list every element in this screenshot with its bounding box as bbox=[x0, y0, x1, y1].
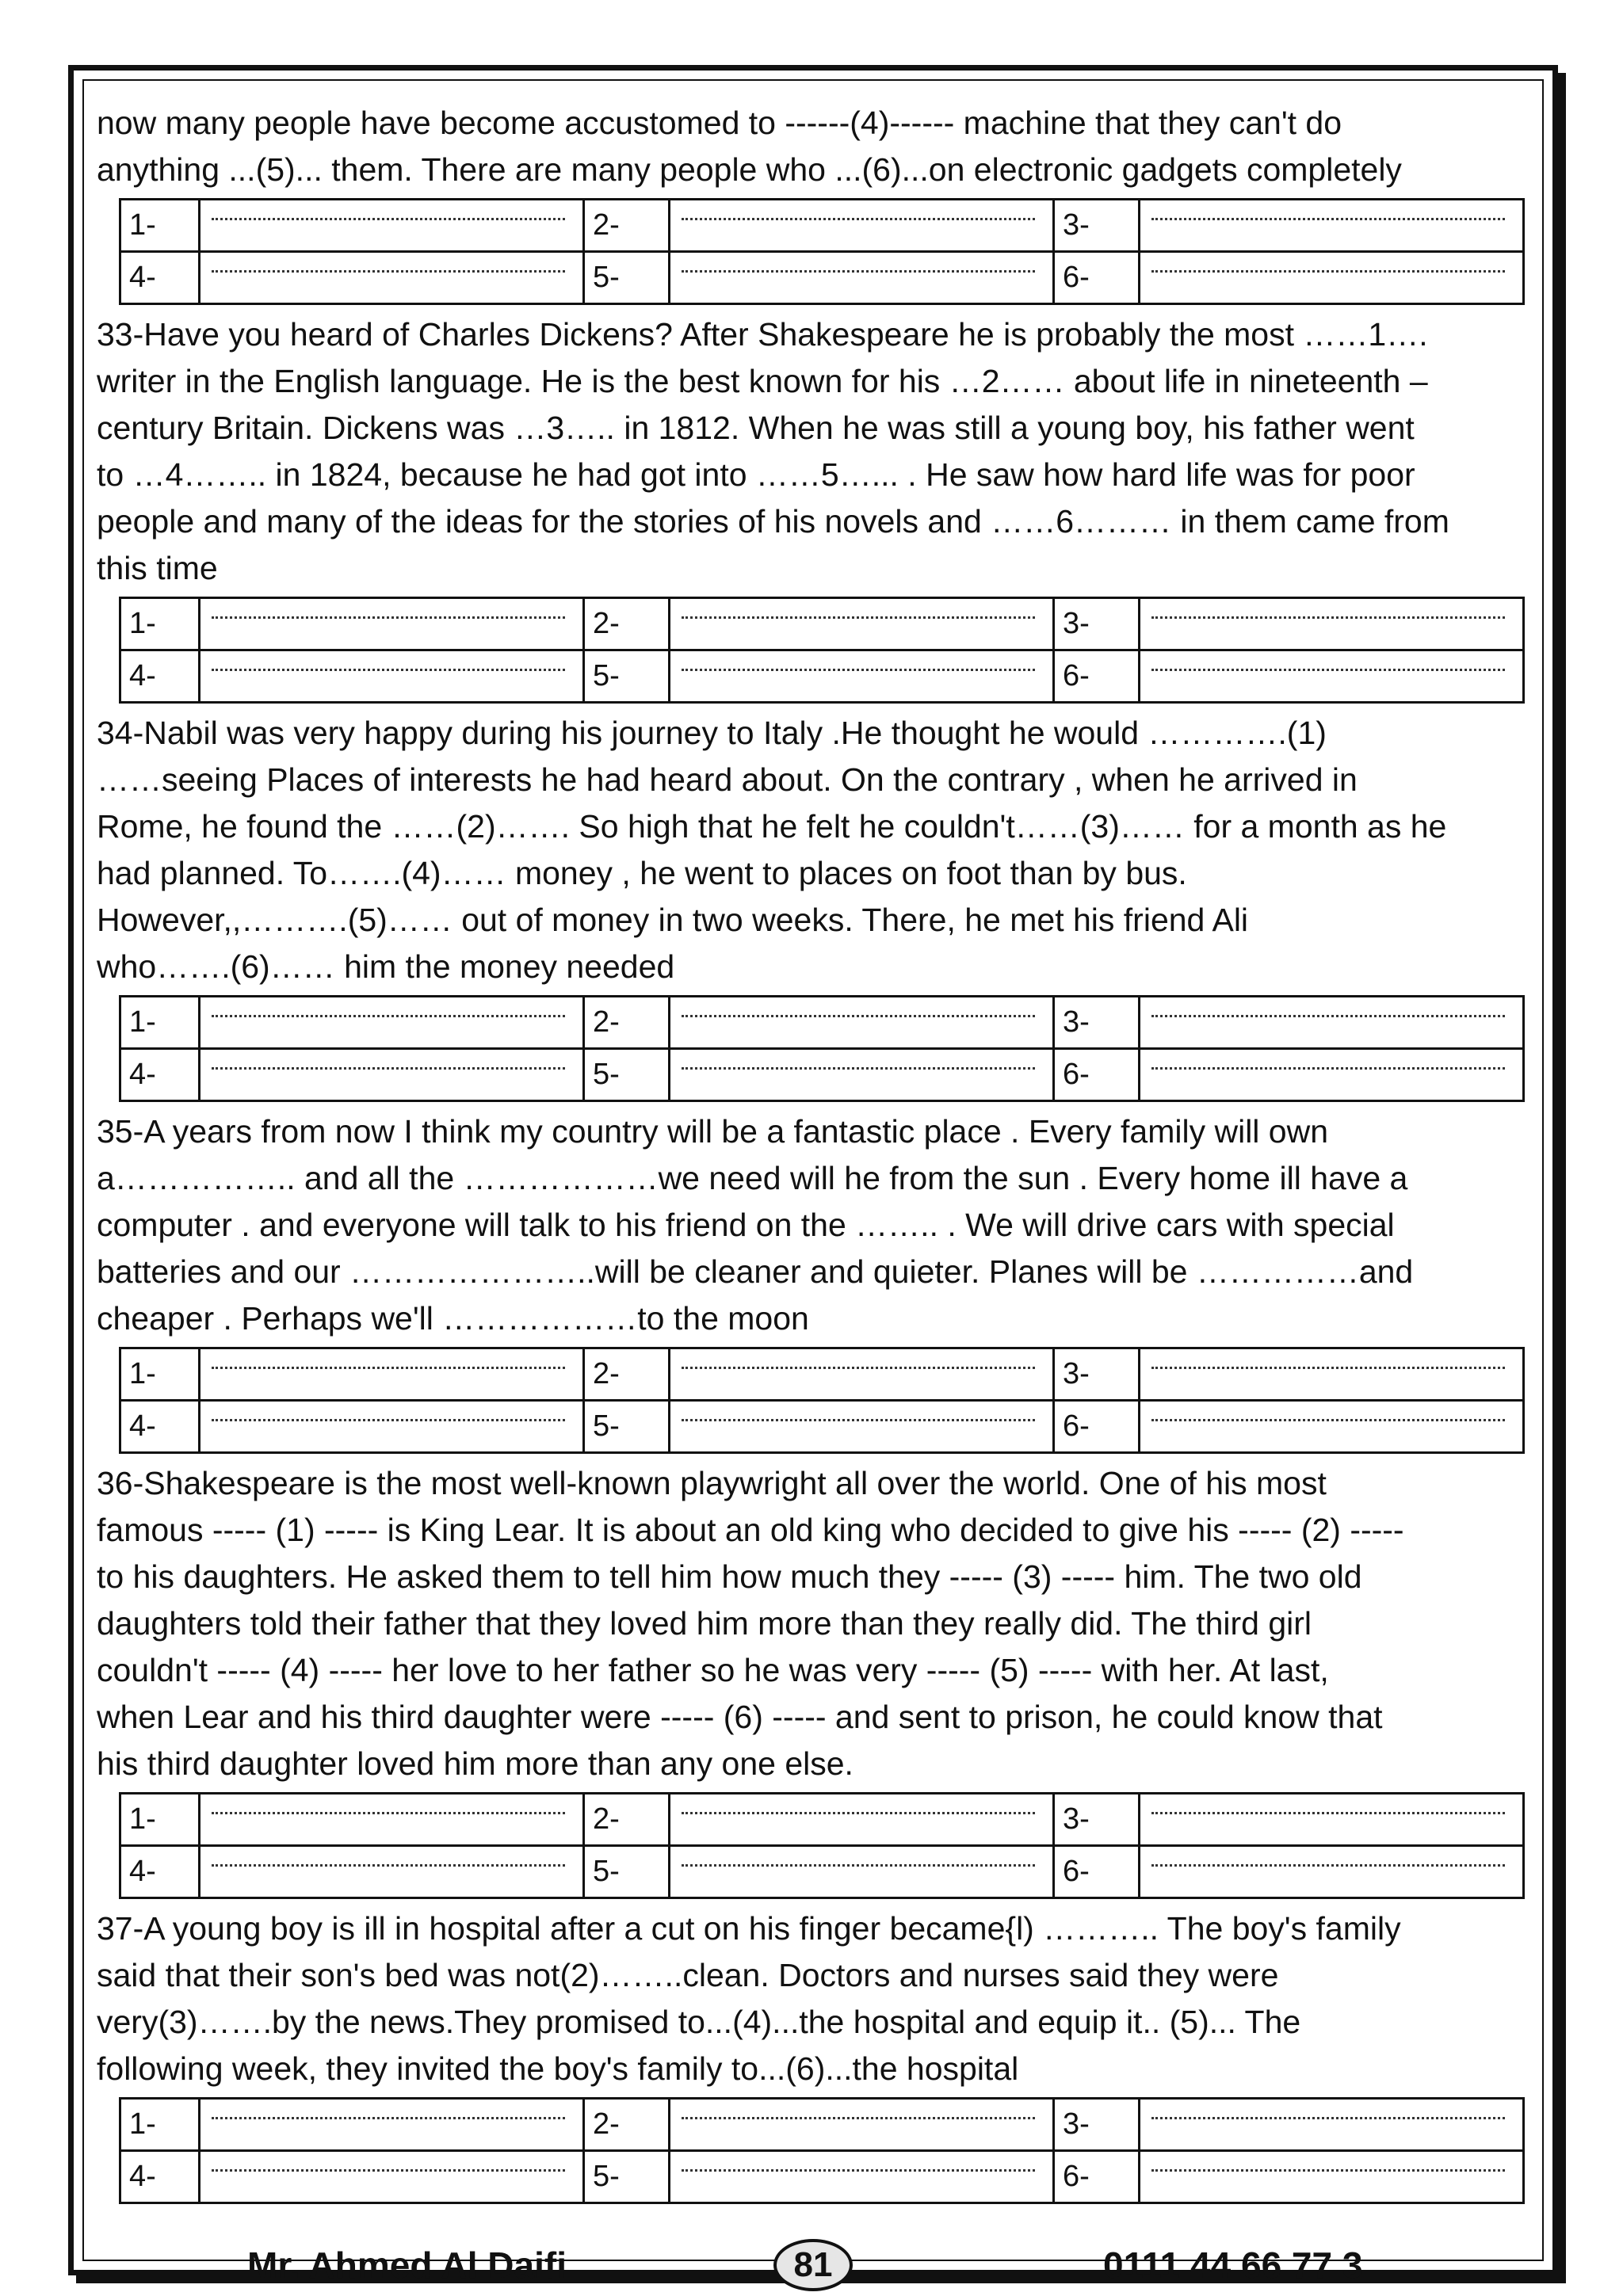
frame-shadow-right bbox=[1558, 73, 1566, 2283]
answer-blank[interactable] bbox=[670, 1794, 1054, 1846]
answer-blank[interactable] bbox=[670, 200, 1054, 252]
paragraph-line: Rome, he found the ……(2)……. So high that he felt he couldn't……(3)…… for a month as he bbox=[97, 808, 1447, 845]
answer-blank[interactable] bbox=[200, 650, 584, 703]
answer-number: 5- bbox=[584, 1846, 670, 1898]
answer-grid bbox=[119, 597, 1525, 704]
answer-number: 1- bbox=[120, 1794, 200, 1846]
paragraph-line: people and many of the ideas for the stories of his novels and ……6……… in them came from bbox=[97, 503, 1449, 540]
answer-number: 5- bbox=[584, 1401, 670, 1453]
answer-number: 3- bbox=[1054, 598, 1140, 650]
question-paragraph bbox=[97, 100, 1539, 193]
answer-blank[interactable] bbox=[670, 598, 1054, 650]
paragraph-line: following week, they invited the boy's family to...(6)...the hospital bbox=[97, 2050, 1019, 2087]
paragraph-line: 36-Shakespeare is the most well-known playwright all over the world. One of his most bbox=[97, 1465, 1327, 1501]
answer-number: 1- bbox=[120, 200, 200, 252]
answer-row bbox=[120, 1846, 1524, 1898]
answer-blank[interactable] bbox=[200, 1049, 584, 1101]
answer-number: 5- bbox=[584, 2151, 670, 2203]
answer-blank[interactable] bbox=[670, 1348, 1054, 1401]
answer-row bbox=[120, 1348, 1524, 1401]
answer-number: 3- bbox=[1054, 200, 1140, 252]
paragraph-line: his third daughter loved him more than any one else. bbox=[97, 1745, 854, 1782]
answer-row bbox=[120, 598, 1524, 650]
answer-grid bbox=[119, 2097, 1525, 2204]
answer-blank[interactable] bbox=[1140, 1794, 1524, 1846]
answer-blank[interactable] bbox=[1140, 598, 1524, 650]
question-paragraph bbox=[97, 311, 1539, 592]
question-paragraph bbox=[97, 710, 1539, 990]
paragraph-line: very(3)…….by the news.They promised to...(4)...the hospital and equip it.. (5)... The bbox=[97, 2004, 1301, 2040]
answer-row bbox=[120, 2151, 1524, 2203]
answer-row bbox=[120, 2099, 1524, 2151]
answer-number: 1- bbox=[120, 997, 200, 1049]
answer-number: 3- bbox=[1054, 1794, 1140, 1846]
paragraph-line: 34-Nabil was very happy during his journey to Italy .He thought he would ………….(1) bbox=[97, 715, 1327, 751]
paragraph-line: 37-A young boy is ill in hospital after a cut on his finger became{l) ……….. The boy's family bbox=[97, 1910, 1401, 1947]
answer-blank[interactable] bbox=[200, 598, 584, 650]
page-footer bbox=[0, 2239, 1623, 2294]
answer-number: 4- bbox=[120, 252, 200, 304]
paragraph-line: ……seeing Places of interests he had heard about. On the contrary , when he arrived in bbox=[97, 761, 1358, 798]
paragraph-line: cheaper . Perhaps we'll ………………to the moon bbox=[97, 1300, 809, 1337]
paragraph-line: to …4…….. in 1824, because he had got into ……5…... . He saw how hard life was for poor bbox=[97, 456, 1415, 493]
paragraph-line: said that their son's bed was not(2)……..clean. Doctors and nurses said they were bbox=[97, 1957, 1279, 1993]
answer-blank[interactable] bbox=[670, 2151, 1054, 2203]
paragraph-line: batteries and our …………………..will be cleaner and quieter. Planes will be ……………and bbox=[97, 1253, 1414, 1290]
answer-blank[interactable] bbox=[1140, 650, 1524, 703]
answer-number: 4- bbox=[120, 650, 200, 703]
answer-grid bbox=[119, 1347, 1525, 1454]
answer-number: 3- bbox=[1054, 1348, 1140, 1401]
answer-number: 1- bbox=[120, 2099, 200, 2151]
question-paragraph bbox=[97, 1108, 1539, 1342]
answer-number: 6- bbox=[1054, 1049, 1140, 1101]
answer-number: 2- bbox=[584, 200, 670, 252]
question-paragraph bbox=[97, 1905, 1539, 2092]
answer-number: 3- bbox=[1054, 997, 1140, 1049]
answer-grid bbox=[119, 198, 1525, 305]
answer-blank[interactable] bbox=[200, 997, 584, 1049]
answer-blank[interactable] bbox=[670, 252, 1054, 304]
answer-number: 6- bbox=[1054, 1401, 1140, 1453]
answer-number: 5- bbox=[584, 650, 670, 703]
paragraph-line: when Lear and his third daughter were ----- (6) ----- and sent to prison, he could know that bbox=[97, 1699, 1383, 1735]
answer-blank[interactable] bbox=[670, 2099, 1054, 2151]
answer-number: 2- bbox=[584, 2099, 670, 2151]
paragraph-line: couldn't ----- (4) ----- her love to her father so he was very ----- (5) ----- with her. At last, bbox=[97, 1652, 1329, 1688]
answer-blank[interactable] bbox=[670, 1401, 1054, 1453]
paragraph-line: a…………….. and all the ………………we need will he from the sun . Every home ill have a bbox=[97, 1160, 1408, 1196]
answer-number: 2- bbox=[584, 1348, 670, 1401]
answer-number: 2- bbox=[584, 997, 670, 1049]
answer-blank[interactable] bbox=[1140, 997, 1524, 1049]
answer-blank[interactable] bbox=[1140, 1846, 1524, 1898]
answer-number: 3- bbox=[1054, 2099, 1140, 2151]
worksheet-content bbox=[97, 100, 1539, 2210]
answer-blank[interactable] bbox=[200, 1794, 584, 1846]
answer-number: 1- bbox=[120, 598, 200, 650]
answer-blank[interactable] bbox=[1140, 2151, 1524, 2203]
answer-number: 6- bbox=[1054, 252, 1140, 304]
answer-blank[interactable] bbox=[1140, 1401, 1524, 1453]
paragraph-line: century Britain. Dickens was …3….. in 1812. When he was still a young boy, his father went bbox=[97, 410, 1415, 446]
paragraph-line: had planned. To…….(4)…… money , he went to places on foot than by bus. bbox=[97, 855, 1187, 891]
answer-row bbox=[120, 252, 1524, 304]
answer-number: 4- bbox=[120, 1846, 200, 1898]
answer-number: 6- bbox=[1054, 1846, 1140, 1898]
answer-blank[interactable] bbox=[200, 1846, 584, 1898]
answer-number: 2- bbox=[584, 598, 670, 650]
answer-blank[interactable] bbox=[200, 1401, 584, 1453]
answer-blank[interactable] bbox=[200, 252, 584, 304]
paragraph-line: who…….(6)…… him the money needed bbox=[97, 948, 675, 985]
paragraph-line: to his daughters. He asked them to tell him how much they ----- (3) ----- him. The two old bbox=[97, 1558, 1362, 1595]
answer-blank[interactable] bbox=[670, 1049, 1054, 1101]
answer-row bbox=[120, 1049, 1524, 1101]
paragraph-line: anything ...(5)... them. There are many people who ...(6)...on electronic gadgets completely bbox=[97, 151, 1402, 188]
answer-number: 6- bbox=[1054, 2151, 1140, 2203]
answer-number: 6- bbox=[1054, 650, 1140, 703]
answer-row bbox=[120, 200, 1524, 252]
answer-blank[interactable] bbox=[1140, 200, 1524, 252]
answer-blank[interactable] bbox=[200, 2099, 584, 2151]
paragraph-line: famous ----- (1) ----- is King Lear. It is about an old king who decided to give his ----- (2) ----- bbox=[97, 1512, 1404, 1548]
paragraph-line: 33-Have you heard of Charles Dickens? After Shakespeare he is probably the most ……1…. bbox=[97, 316, 1428, 353]
answer-number: 4- bbox=[120, 1401, 200, 1453]
answer-row bbox=[120, 1401, 1524, 1453]
paragraph-line: However,,……….(5)…… out of money in two weeks. There, he met his friend Ali bbox=[97, 902, 1249, 938]
paragraph-line: this time bbox=[97, 550, 218, 586]
answer-number: 5- bbox=[584, 252, 670, 304]
answer-row bbox=[120, 650, 1524, 703]
paragraph-line: daughters told their father that they loved him more than they really did. The third girl bbox=[97, 1605, 1312, 1642]
answer-grid bbox=[119, 995, 1525, 1102]
answer-blank[interactable] bbox=[1140, 252, 1524, 304]
paragraph-line: 35-A years from now I think my country will be a fantastic place . Every family will own bbox=[97, 1113, 1329, 1150]
answer-blank[interactable] bbox=[1140, 1348, 1524, 1401]
answer-number: 4- bbox=[120, 2151, 200, 2203]
answer-row bbox=[120, 1794, 1524, 1846]
question-paragraph bbox=[97, 1460, 1539, 1787]
answer-blank[interactable] bbox=[1140, 2099, 1524, 2151]
paragraph-line: writer in the English language. He is the best known for his …2…… about life in nineteenth – bbox=[97, 363, 1428, 399]
paragraph-line: now many people have become accustomed to ------(4)------ machine that they can't do bbox=[97, 105, 1342, 141]
paragraph-line: computer . and everyone will talk to his friend on the …….. . We will drive cars with special bbox=[97, 1207, 1395, 1243]
page-number: 81 bbox=[773, 2239, 853, 2291]
answer-grid bbox=[119, 1792, 1525, 1899]
author-phone: 0111 44 66 77 3 bbox=[1103, 2245, 1363, 2286]
answer-number: 4- bbox=[120, 1049, 200, 1101]
answer-blank[interactable] bbox=[200, 200, 584, 252]
answer-blank[interactable] bbox=[670, 650, 1054, 703]
answer-blank[interactable] bbox=[200, 2151, 584, 2203]
answer-number: 1- bbox=[120, 1348, 200, 1401]
answer-number: 2- bbox=[584, 1794, 670, 1846]
answer-blank[interactable] bbox=[1140, 1049, 1524, 1101]
answer-blank[interactable] bbox=[200, 1348, 584, 1401]
answer-row bbox=[120, 997, 1524, 1049]
answer-blank[interactable] bbox=[670, 997, 1054, 1049]
answer-blank[interactable] bbox=[670, 1846, 1054, 1898]
author-name: Mr. Ahmed Al Daifi bbox=[247, 2245, 567, 2286]
answer-number: 5- bbox=[584, 1049, 670, 1101]
